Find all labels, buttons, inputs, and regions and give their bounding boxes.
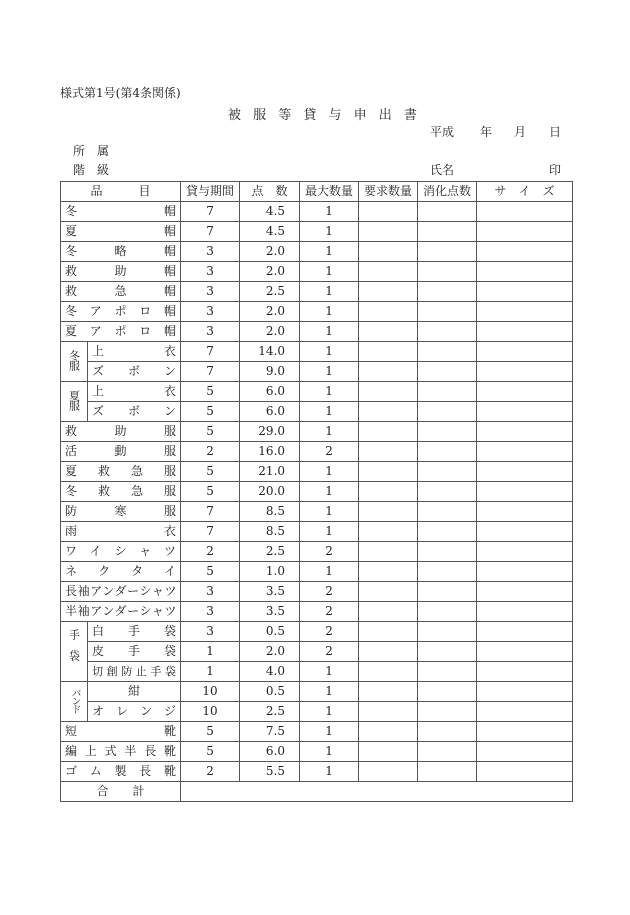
- requested-qty-cell[interactable]: [359, 642, 418, 662]
- requested-qty-cell[interactable]: [359, 302, 418, 322]
- points: 6.0: [240, 742, 300, 762]
- loan-period: 5: [181, 382, 240, 402]
- size-cell[interactable]: [477, 662, 573, 682]
- item-name: 防寒服: [61, 502, 181, 522]
- max-qty: 1: [300, 722, 359, 742]
- points: 0.5: [240, 622, 300, 642]
- total-value-cell[interactable]: [181, 782, 573, 802]
- form-id: 様式第1号(第4条関係): [60, 86, 181, 100]
- size-cell[interactable]: [477, 222, 573, 242]
- requested-qty-cell[interactable]: [359, 662, 418, 682]
- loan-request-table: [60, 181, 573, 802]
- item-name: 皮手袋: [88, 642, 181, 662]
- max-qty: 1: [300, 222, 359, 242]
- requested-qty-cell[interactable]: [359, 542, 418, 562]
- col-header-item: 品 目: [61, 182, 181, 202]
- points: 8.5: [240, 502, 300, 522]
- points: 6.0: [240, 402, 300, 422]
- requested-qty-cell[interactable]: [359, 462, 418, 482]
- requested-qty-cell[interactable]: [359, 762, 418, 782]
- points: 4.5: [240, 202, 300, 222]
- group-label-summer-uniform: 夏服: [61, 382, 88, 422]
- size-cell[interactable]: [477, 362, 573, 382]
- table-row: [61, 302, 573, 322]
- consumed-points-cell[interactable]: [418, 302, 477, 322]
- size-cell[interactable]: [477, 282, 573, 302]
- max-qty: 1: [300, 242, 359, 262]
- col-header-points: 点 数: [240, 182, 300, 202]
- col-header-max: 最大数量: [300, 182, 359, 202]
- table-row: [61, 442, 573, 462]
- points: 0.5: [240, 682, 300, 702]
- size-cell[interactable]: [477, 522, 573, 542]
- size-cell[interactable]: [477, 702, 573, 722]
- rank-label: 階 級: [73, 163, 110, 177]
- max-qty: 2: [300, 642, 359, 662]
- points: 21.0: [240, 462, 300, 482]
- max-qty: 1: [300, 662, 359, 682]
- consumed-points-cell[interactable]: [418, 402, 477, 422]
- points: 20.0: [240, 482, 300, 502]
- table-row: [61, 222, 573, 242]
- date-year: 年: [480, 125, 493, 139]
- consumed-points-cell[interactable]: [418, 362, 477, 382]
- requested-qty-cell[interactable]: [359, 382, 418, 402]
- item-name: 上衣: [88, 342, 181, 362]
- table-row: [61, 202, 573, 222]
- points: 29.0: [240, 422, 300, 442]
- requested-qty-cell[interactable]: [359, 702, 418, 722]
- points: 2.0: [240, 262, 300, 282]
- table-row: [61, 362, 573, 382]
- item-name: 冬救急服: [61, 482, 181, 502]
- size-cell[interactable]: [477, 682, 573, 702]
- loan-period: 7: [181, 342, 240, 362]
- max-qty: 1: [300, 482, 359, 502]
- requested-qty-cell[interactable]: [359, 502, 418, 522]
- consumed-points-cell[interactable]: [418, 422, 477, 442]
- max-qty: 1: [300, 322, 359, 342]
- requested-qty-cell[interactable]: [359, 482, 418, 502]
- requested-qty-cell[interactable]: [359, 522, 418, 542]
- points: 8.5: [240, 522, 300, 542]
- points: 16.0: [240, 442, 300, 462]
- item-name: 夏救急服: [61, 462, 181, 482]
- consumed-points-cell[interactable]: [418, 742, 477, 762]
- consumed-points-cell[interactable]: [418, 442, 477, 462]
- size-cell[interactable]: [477, 762, 573, 782]
- affiliation-label: 所 属: [73, 144, 110, 158]
- size-cell[interactable]: [477, 242, 573, 262]
- requested-qty-cell[interactable]: [359, 202, 418, 222]
- requested-qty-cell[interactable]: [359, 562, 418, 582]
- item-name: ゴム製長靴: [61, 762, 181, 782]
- requested-qty-cell[interactable]: [359, 682, 418, 702]
- max-qty: 1: [300, 382, 359, 402]
- size-cell[interactable]: [477, 482, 573, 502]
- loan-period: 7: [181, 522, 240, 542]
- points: 7.5: [240, 722, 300, 742]
- item-name: 夏アポロ帽: [61, 322, 181, 342]
- size-cell[interactable]: [477, 342, 573, 362]
- requested-qty-cell[interactable]: [359, 602, 418, 622]
- points: 2.0: [240, 302, 300, 322]
- requested-qty-cell[interactable]: [359, 402, 418, 422]
- loan-period: 1: [181, 642, 240, 662]
- points: 3.5: [240, 582, 300, 602]
- consumed-points-cell[interactable]: [418, 282, 477, 302]
- size-cell[interactable]: [477, 462, 573, 482]
- table-row: [61, 402, 573, 422]
- size-cell[interactable]: [477, 202, 573, 222]
- max-qty: 1: [300, 302, 359, 322]
- size-cell[interactable]: [477, 382, 573, 402]
- table-row: [61, 502, 573, 522]
- group-label-gloves: 手袋: [61, 622, 88, 682]
- item-name: ネクタイ: [61, 562, 181, 582]
- size-cell[interactable]: [477, 582, 573, 602]
- table-row: [61, 602, 573, 622]
- name-label: 氏名: [430, 163, 455, 177]
- max-qty: 2: [300, 542, 359, 562]
- requested-qty-cell[interactable]: [359, 342, 418, 362]
- consumed-points-cell[interactable]: [418, 642, 477, 662]
- date-era: 平成: [430, 125, 455, 139]
- table-row: [61, 422, 573, 442]
- size-cell[interactable]: [477, 302, 573, 322]
- points: 2.5: [240, 702, 300, 722]
- consumed-points-cell[interactable]: [418, 322, 477, 342]
- col-header-size: サ イ ズ: [477, 182, 573, 202]
- max-qty: 1: [300, 762, 359, 782]
- loan-period: 7: [181, 502, 240, 522]
- points: 9.0: [240, 362, 300, 382]
- size-cell[interactable]: [477, 502, 573, 522]
- table-row: [61, 382, 573, 402]
- table-row: [61, 322, 573, 342]
- consumed-points-cell[interactable]: [418, 202, 477, 222]
- loan-period: 2: [181, 762, 240, 782]
- requested-qty-cell[interactable]: [359, 422, 418, 442]
- consumed-points-cell[interactable]: [418, 242, 477, 262]
- size-cell[interactable]: [477, 742, 573, 762]
- size-cell[interactable]: [477, 602, 573, 622]
- loan-period: 1: [181, 662, 240, 682]
- date-month: 月: [514, 125, 527, 139]
- loan-period: 3: [181, 322, 240, 342]
- loan-period: 3: [181, 602, 240, 622]
- size-cell[interactable]: [477, 322, 573, 342]
- consumed-points-cell[interactable]: [418, 262, 477, 282]
- table-row: [61, 742, 573, 762]
- consumed-points-cell[interactable]: [418, 382, 477, 402]
- size-cell[interactable]: [477, 402, 573, 422]
- size-cell[interactable]: [477, 562, 573, 582]
- max-qty: 1: [300, 562, 359, 582]
- consumed-points-cell[interactable]: [418, 702, 477, 722]
- consumed-points-cell[interactable]: [418, 662, 477, 682]
- size-cell[interactable]: [477, 442, 573, 462]
- max-qty: 1: [300, 682, 359, 702]
- consumed-points-cell[interactable]: [418, 482, 477, 502]
- item-name: ズボン: [88, 402, 181, 422]
- size-cell[interactable]: [477, 542, 573, 562]
- requested-qty-cell[interactable]: [359, 282, 418, 302]
- requested-qty-cell[interactable]: [359, 742, 418, 762]
- loan-period: 3: [181, 242, 240, 262]
- seal-mark: 印: [549, 163, 562, 177]
- points: 1.0: [240, 562, 300, 582]
- requested-qty-cell[interactable]: [359, 362, 418, 382]
- consumed-points-cell[interactable]: [418, 462, 477, 482]
- item-name: 長袖アンダーシャツ: [61, 582, 181, 602]
- max-qty: 1: [300, 742, 359, 762]
- item-name: ズボン: [88, 362, 181, 382]
- loan-period: 10: [181, 702, 240, 722]
- requested-qty-cell[interactable]: [359, 722, 418, 742]
- consumed-points-cell[interactable]: [418, 622, 477, 642]
- item-name: 紺: [88, 682, 181, 702]
- col-header-period: 貸与期間: [181, 182, 240, 202]
- points: 6.0: [240, 382, 300, 402]
- consumed-points-cell[interactable]: [418, 682, 477, 702]
- points: 4.5: [240, 222, 300, 242]
- max-qty: 2: [300, 622, 359, 642]
- requested-qty-cell[interactable]: [359, 262, 418, 282]
- item-name: 活動服: [61, 442, 181, 462]
- consumed-points-cell[interactable]: [418, 522, 477, 542]
- requested-qty-cell[interactable]: [359, 322, 418, 342]
- table-row: [61, 282, 573, 302]
- page-title: 被 服 等 貸 与 申 出 書: [228, 108, 421, 123]
- table-row: [61, 242, 573, 262]
- item-name: 救助服: [61, 422, 181, 442]
- points: 14.0: [240, 342, 300, 362]
- col-header-consumed: 消化点数: [418, 182, 477, 202]
- consumed-points-cell[interactable]: [418, 582, 477, 602]
- loan-period: 7: [181, 222, 240, 242]
- item-name: 上衣: [88, 382, 181, 402]
- loan-period: 5: [181, 482, 240, 502]
- requested-qty-cell[interactable]: [359, 622, 418, 642]
- item-name: 白手袋: [88, 622, 181, 642]
- consumed-points-cell[interactable]: [418, 562, 477, 582]
- total-label: 合 計: [61, 782, 181, 802]
- col-header-requested: 要求数量: [359, 182, 418, 202]
- loan-period: 2: [181, 442, 240, 462]
- loan-period: 10: [181, 682, 240, 702]
- item-name: 冬略帽: [61, 242, 181, 262]
- consumed-points-cell[interactable]: [418, 222, 477, 242]
- max-qty: 1: [300, 502, 359, 522]
- max-qty: 1: [300, 202, 359, 222]
- consumed-points-cell[interactable]: [418, 342, 477, 362]
- max-qty: 1: [300, 702, 359, 722]
- table-row: [61, 542, 573, 562]
- points: 2.5: [240, 542, 300, 562]
- table-row: [61, 562, 573, 582]
- requested-qty-cell[interactable]: [359, 222, 418, 242]
- item-name: 短靴: [61, 722, 181, 742]
- loan-period: 5: [181, 722, 240, 742]
- size-cell[interactable]: [477, 642, 573, 662]
- points: 3.5: [240, 602, 300, 622]
- header-row: [61, 182, 573, 202]
- loan-period: 5: [181, 422, 240, 442]
- loan-period: 5: [181, 742, 240, 762]
- max-qty: 1: [300, 362, 359, 382]
- consumed-points-cell[interactable]: [418, 722, 477, 742]
- item-name: 救急帽: [61, 282, 181, 302]
- loan-period: 5: [181, 402, 240, 422]
- loan-period: 7: [181, 202, 240, 222]
- item-name: オレンジ: [88, 702, 181, 722]
- consumed-points-cell[interactable]: [418, 602, 477, 622]
- max-qty: 1: [300, 422, 359, 442]
- points: 4.0: [240, 662, 300, 682]
- max-qty: 1: [300, 262, 359, 282]
- loan-period: 3: [181, 622, 240, 642]
- size-cell[interactable]: [477, 262, 573, 282]
- table-row: [61, 342, 573, 362]
- points: 2.0: [240, 322, 300, 342]
- table-row: [61, 622, 573, 642]
- loan-period: 3: [181, 582, 240, 602]
- table-row: [61, 462, 573, 482]
- date-day: 日: [549, 125, 562, 139]
- loan-period: 3: [181, 282, 240, 302]
- max-qty: 2: [300, 602, 359, 622]
- loan-period: 7: [181, 362, 240, 382]
- points: 2.5: [240, 282, 300, 302]
- table-row: [61, 262, 573, 282]
- item-name: 夏帽: [61, 222, 181, 242]
- table-row: [61, 662, 573, 682]
- loan-period: 2: [181, 542, 240, 562]
- table-row: [61, 722, 573, 742]
- size-cell[interactable]: [477, 422, 573, 442]
- requested-qty-cell[interactable]: [359, 242, 418, 262]
- requested-qty-cell[interactable]: [359, 582, 418, 602]
- max-qty: 2: [300, 582, 359, 602]
- item-name: 切創防止手袋: [88, 662, 181, 682]
- loan-period: 5: [181, 462, 240, 482]
- consumed-points-cell[interactable]: [418, 502, 477, 522]
- table-row: [61, 582, 573, 602]
- item-name: 雨衣: [61, 522, 181, 542]
- total-row: [61, 782, 573, 802]
- item-name: 冬アポロ帽: [61, 302, 181, 322]
- item-name: 冬帽: [61, 202, 181, 222]
- item-name: 半袖アンダーシャツ: [61, 602, 181, 622]
- size-cell[interactable]: [477, 622, 573, 642]
- max-qty: 1: [300, 342, 359, 362]
- table-row: [61, 522, 573, 542]
- group-label-winter-uniform: 冬服: [61, 342, 88, 382]
- points: 2.0: [240, 642, 300, 662]
- group-label-band: バンド: [61, 682, 88, 722]
- points: 2.0: [240, 242, 300, 262]
- loan-period: 3: [181, 262, 240, 282]
- item-name: 編上式半長靴: [61, 742, 181, 762]
- requested-qty-cell[interactable]: [359, 442, 418, 462]
- table-row: [61, 702, 573, 722]
- item-name: 救助帽: [61, 262, 181, 282]
- max-qty: 1: [300, 462, 359, 482]
- table-row: [61, 642, 573, 662]
- table-row: [61, 482, 573, 502]
- table-row: [61, 762, 573, 782]
- max-qty: 1: [300, 282, 359, 302]
- loan-period: 3: [181, 302, 240, 322]
- consumed-points-cell[interactable]: [418, 542, 477, 562]
- table-row: [61, 682, 573, 702]
- max-qty: 1: [300, 402, 359, 422]
- consumed-points-cell[interactable]: [418, 762, 477, 782]
- max-qty: 2: [300, 442, 359, 462]
- loan-period: 5: [181, 562, 240, 582]
- points: 5.5: [240, 762, 300, 782]
- size-cell[interactable]: [477, 722, 573, 742]
- max-qty: 1: [300, 522, 359, 542]
- item-name: ワイシャツ: [61, 542, 181, 562]
